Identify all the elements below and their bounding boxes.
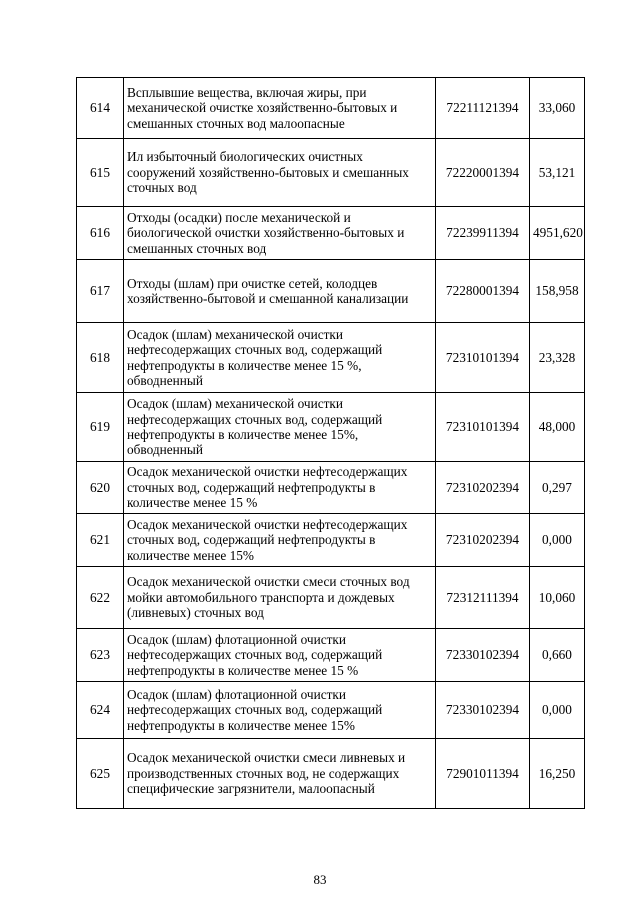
row-number: 623 <box>77 629 124 682</box>
waste-amount: 10,060 <box>530 567 585 629</box>
row-number: 614 <box>77 78 124 139</box>
row-number: 621 <box>77 514 124 567</box>
waste-code: 72330102394 <box>436 682 530 739</box>
waste-code: 72312111394 <box>436 567 530 629</box>
waste-table <box>76 77 585 809</box>
waste-code: 72310101394 <box>436 393 530 462</box>
table-row <box>77 207 585 260</box>
row-number: 620 <box>77 462 124 514</box>
waste-amount: 16,250 <box>530 739 585 809</box>
waste-amount: 0,000 <box>530 514 585 567</box>
waste-code: 72901011394 <box>436 739 530 809</box>
waste-description: Осадок (шлам) флотационной очистки нефтесодержащих сточных вод, содержащий нефтепродукты в количестве менее 15% <box>124 682 436 739</box>
row-number: 622 <box>77 567 124 629</box>
waste-code: 72239911394 <box>436 207 530 260</box>
table-row <box>77 739 585 809</box>
waste-description: Осадок механической очистки нефтесодержащих сточных вод, содержащий нефтепродукты в количестве менее 15 % <box>124 462 436 514</box>
row-number: 625 <box>77 739 124 809</box>
waste-description: Осадок механической очистки смеси сточных вод мойки автомобильного транспорта и дождевых (ливневых) сточных вод <box>124 567 436 629</box>
waste-code: 72220001394 <box>436 139 530 207</box>
table-row <box>77 682 585 739</box>
waste-amount: 48,000 <box>530 393 585 462</box>
waste-amount: 0,000 <box>530 682 585 739</box>
waste-code: 72330102394 <box>436 629 530 682</box>
waste-description: Осадок (шлам) механической очистки нефтесодержащих сточных вод, содержащий нефтепродукты в количестве менее 15%, обводненный <box>124 393 436 462</box>
waste-description: Осадок механической очистки смеси ливневых и производственных сточных вод, не содержащих специфические загрязнители, малоопасный <box>124 739 436 809</box>
table-row <box>77 78 585 139</box>
waste-amount: 4951,620 <box>530 207 585 260</box>
waste-description: Отходы (шлам) при очистке сетей, колодцев хозяйственно-бытовой и смешанной канализации <box>124 260 436 323</box>
waste-amount: 53,121 <box>530 139 585 207</box>
waste-description: Всплывшие вещества, включая жиры, при механической очистке хозяйственно-бытовых и смешанных сточных вод малоопасные <box>124 78 436 139</box>
table-row <box>77 323 585 393</box>
waste-amount: 0,660 <box>530 629 585 682</box>
waste-amount: 0,297 <box>530 462 585 514</box>
row-number: 615 <box>77 139 124 207</box>
table-row <box>77 567 585 629</box>
waste-code: 72211121394 <box>436 78 530 139</box>
waste-description: Ил избыточный биологических очистных сооружений хозяйственно-бытовых и смешанных сточных вод <box>124 139 436 207</box>
waste-code: 72310202394 <box>436 462 530 514</box>
row-number: 617 <box>77 260 124 323</box>
page-number: 83 <box>313 872 327 887</box>
table-row <box>77 629 585 682</box>
waste-description: Осадок механической очистки нефтесодержащих сточных вод, содержащий нефтепродукты в количестве менее 15% <box>124 514 436 567</box>
waste-amount: 23,328 <box>530 323 585 393</box>
waste-description: Осадок (шлам) механической очистки нефтесодержащих сточных вод, содержащий нефтепродукты в количестве менее 15 %, обводненный <box>124 323 436 393</box>
waste-code: 72280001394 <box>436 260 530 323</box>
row-number: 624 <box>77 682 124 739</box>
table-row <box>77 139 585 207</box>
table-row <box>77 462 585 514</box>
waste-description: Отходы (осадки) после механической и биологической очистки хозяйственно-бытовых и смешанных сточных вод <box>124 207 436 260</box>
waste-code: 72310202394 <box>436 514 530 567</box>
table-row <box>77 393 585 462</box>
waste-amount: 33,060 <box>530 78 585 139</box>
table-row <box>77 260 585 323</box>
waste-amount: 158,958 <box>530 260 585 323</box>
row-number: 619 <box>77 393 124 462</box>
row-number: 618 <box>77 323 124 393</box>
waste-code: 72310101394 <box>436 323 530 393</box>
table-row <box>77 514 585 567</box>
row-number: 616 <box>77 207 124 260</box>
waste-description: Осадок (шлам) флотационной очистки нефтесодержащих сточных вод, содержащий нефтепродукты в количестве менее 15 % <box>124 629 436 682</box>
